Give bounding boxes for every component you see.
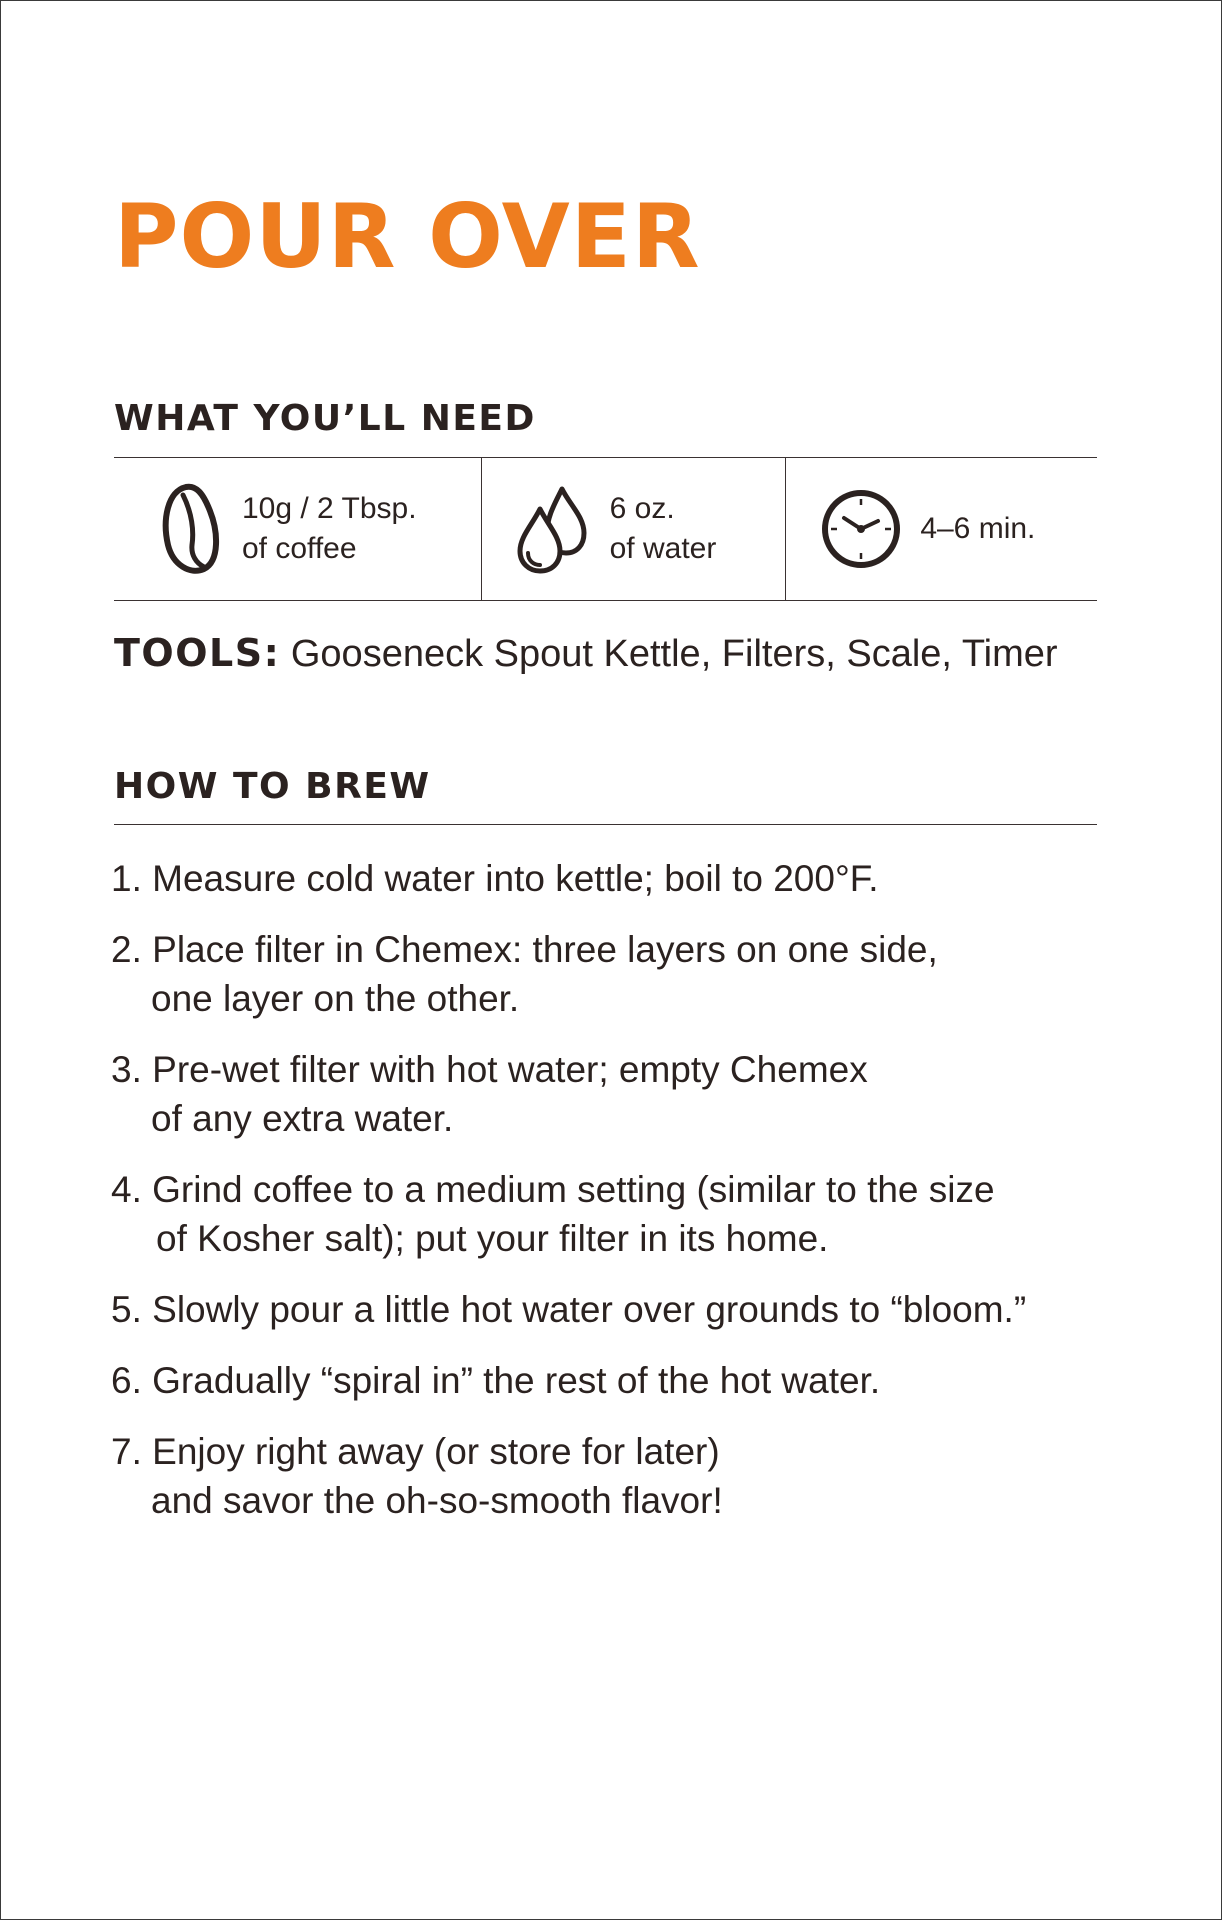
divider [114,824,1097,825]
list-item [111,1165,1026,1263]
step-text: 5. Slowly pour a little hot water over grounds to “bloom.” [111,1289,1027,1330]
step-text-continued: one layer on the other. [151,978,520,1019]
need-water-amount: 6 oz. [609,492,675,525]
step-text: 4. Grind coffee to a medium setting (similar to the size [111,1169,995,1210]
step-text: 2. Place filter in Chemex: three layers on one side, [111,929,938,970]
coffee-bean-icon [156,479,226,579]
step-text-continued: of Kosher salt); put your filter in its home. [156,1218,829,1259]
list-item [111,854,1026,903]
need-time [785,458,1097,600]
need-time-amount: 4–6 min. [920,512,1036,545]
brew-heading: HOW TO BREW [114,766,431,807]
tools-line [114,629,1058,678]
need-water [481,458,786,600]
page-title: POUR OVER [114,185,701,288]
list-item [111,1427,1026,1525]
list-item [111,1045,1026,1143]
tools-list: Gooseneck Spout Kettle, Filters, Scale, Timer [280,633,1058,675]
list-item [111,1356,1026,1405]
need-coffee-amount: 10g / 2 Tbsp. [242,492,417,525]
step-text: 3. Pre-wet filter with hot water; empty Chemex [111,1049,868,1090]
tools-label: TOOLS: [114,631,281,675]
step-text: 6. Gradually “spiral in” the rest of the hot water. [111,1360,881,1401]
need-coffee-label: of coffee [242,532,357,565]
brew-steps-list [111,854,1026,1547]
list-item [111,925,1026,1023]
step-text: 1. Measure cold water into kettle; boil to 200°F. [111,858,879,899]
need-coffee [114,458,481,600]
needs-heading: WHAT YOU’LL NEED [114,398,536,439]
water-drops-icon [514,483,588,575]
divider [114,600,1097,601]
need-water-label: of water [609,532,717,565]
step-text-continued: of any extra water. [151,1098,454,1139]
step-text: 7. Enjoy right away (or store for later) [111,1431,720,1472]
clock-icon [820,488,902,570]
step-text-continued: and savor the oh-so-smooth flavor! [151,1480,723,1521]
list-item [111,1285,1026,1334]
needs-row [114,458,1097,600]
